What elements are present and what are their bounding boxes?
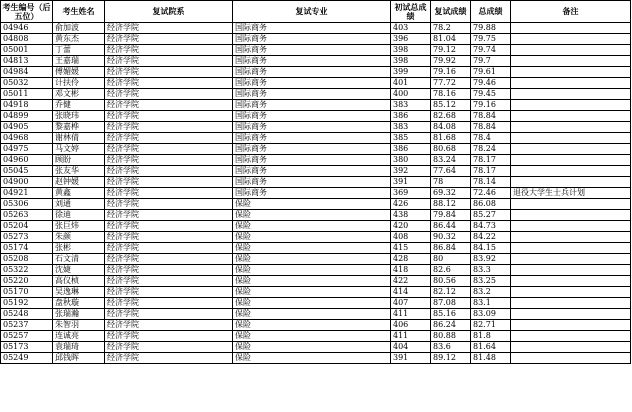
cell-remarks <box>511 210 631 221</box>
cell-department: 经济学院 <box>105 166 233 177</box>
cell-total-score: 78.84 <box>471 122 511 133</box>
cell-total-score: 79.45 <box>471 89 511 100</box>
cell-retest-score: 79.84 <box>431 210 471 221</box>
table-row <box>1 144 631 155</box>
cell-name: 俞加波 <box>53 23 105 34</box>
cell-remarks <box>511 298 631 309</box>
table-row <box>1 320 631 331</box>
table-row <box>1 342 631 353</box>
cell-remarks <box>511 254 631 265</box>
cell-retest-score: 80.68 <box>431 144 471 155</box>
cell-remarks <box>511 221 631 232</box>
cell-department: 经济学院 <box>105 67 233 78</box>
cell-name: 徐迪 <box>53 210 105 221</box>
cell-department: 经济学院 <box>105 353 233 364</box>
header-row <box>1 1 631 23</box>
cell-initial-score: 420 <box>391 221 431 232</box>
cell-name: 连诚亮 <box>53 331 105 342</box>
table-row <box>1 199 631 210</box>
header-initial-score: 初试总成绩 <box>391 1 431 23</box>
cell-candidate-id: 05001 <box>1 45 53 56</box>
cell-remarks <box>511 23 631 34</box>
table-row <box>1 100 631 111</box>
cell-remarks <box>511 331 631 342</box>
cell-total-score: 84.15 <box>471 243 511 254</box>
table-row <box>1 166 631 177</box>
cell-remarks <box>511 100 631 111</box>
cell-name: 马文婷 <box>53 144 105 155</box>
cell-candidate-id: 05273 <box>1 232 53 243</box>
cell-retest-score: 81.04 <box>431 34 471 45</box>
header-retest-score: 复试成绩 <box>431 1 471 23</box>
cell-total-score: 83.25 <box>471 276 511 287</box>
cell-candidate-id: 04960 <box>1 155 53 166</box>
cell-candidate-id: 04899 <box>1 111 53 122</box>
cell-initial-score: 392 <box>391 166 431 177</box>
cell-candidate-id: 05249 <box>1 353 53 364</box>
cell-major: 国际商务 <box>233 34 391 45</box>
cell-remarks <box>511 287 631 298</box>
table-row <box>1 67 631 78</box>
table-row <box>1 232 631 243</box>
cell-name: 石文清 <box>53 254 105 265</box>
cell-candidate-id: 04808 <box>1 34 53 45</box>
cell-major: 国际商务 <box>233 166 391 177</box>
cell-total-score: 82.71 <box>471 320 511 331</box>
cell-department: 经济学院 <box>105 177 233 188</box>
cell-retest-score: 88.12 <box>431 199 471 210</box>
cell-name: 乔健 <box>53 100 105 111</box>
table-row <box>1 177 631 188</box>
cell-total-score: 83.92 <box>471 254 511 265</box>
cell-major: 保险 <box>233 232 391 243</box>
cell-total-score: 79.46 <box>471 78 511 89</box>
cell-retest-score: 82.6 <box>431 265 471 276</box>
cell-total-score: 79.16 <box>471 100 511 111</box>
cell-initial-score: 369 <box>391 188 431 199</box>
header-candidate-id: 考生编号（后五位） <box>2 1 51 21</box>
table-row <box>1 56 631 67</box>
cell-total-score: 79.75 <box>471 34 511 45</box>
table-row <box>1 89 631 100</box>
cell-department: 经济学院 <box>105 34 233 45</box>
cell-remarks <box>511 155 631 166</box>
cell-major: 保险 <box>233 221 391 232</box>
cell-major: 国际商务 <box>233 78 391 89</box>
cell-major: 保险 <box>233 243 391 254</box>
cell-name: 谢林倩 <box>53 133 105 144</box>
cell-remarks <box>511 56 631 67</box>
cell-retest-score: 85.12 <box>431 100 471 111</box>
cell-name: 盘秋璇 <box>53 298 105 309</box>
cell-total-score: 83.1 <box>471 298 511 309</box>
cell-initial-score: 404 <box>391 342 431 353</box>
cell-retest-score: 86.24 <box>431 320 471 331</box>
cell-total-score: 78.24 <box>471 144 511 155</box>
cell-total-score: 78.84 <box>471 111 511 122</box>
cell-major: 国际商务 <box>233 155 391 166</box>
cell-initial-score: 383 <box>391 122 431 133</box>
cell-remarks <box>511 320 631 331</box>
cell-retest-score: 86.44 <box>431 221 471 232</box>
cell-name: 傅媚媛 <box>53 67 105 78</box>
cell-retest-score: 89.12 <box>431 353 471 364</box>
cell-major: 保险 <box>233 199 391 210</box>
cell-retest-score: 69.32 <box>431 188 471 199</box>
cell-initial-score: 422 <box>391 276 431 287</box>
cell-candidate-id: 04921 <box>1 188 53 199</box>
cell-remarks <box>511 309 631 320</box>
table-row <box>1 309 631 320</box>
cell-major: 国际商务 <box>233 133 391 144</box>
cell-department: 经济学院 <box>105 309 233 320</box>
cell-initial-score: 414 <box>391 287 431 298</box>
table-row <box>1 133 631 144</box>
cell-name: 黄东杰 <box>53 34 105 45</box>
cell-remarks <box>511 122 631 133</box>
cell-department: 经济学院 <box>105 45 233 56</box>
cell-name: 高仪桢 <box>53 276 105 287</box>
cell-remarks <box>511 144 631 155</box>
cell-candidate-id: 04984 <box>1 67 53 78</box>
cell-department: 经济学院 <box>105 78 233 89</box>
cell-retest-score: 80.56 <box>431 276 471 287</box>
table-row <box>1 45 631 56</box>
table-row <box>1 122 631 133</box>
cell-remarks <box>511 243 631 254</box>
cell-remarks <box>511 111 631 122</box>
cell-retest-score: 82.68 <box>431 111 471 122</box>
cell-name: 张友华 <box>53 166 105 177</box>
cell-total-score: 81.48 <box>471 353 511 364</box>
cell-major: 国际商务 <box>233 89 391 100</box>
cell-candidate-id: 05192 <box>1 298 53 309</box>
cell-retest-score: 79.16 <box>431 67 471 78</box>
cell-name: 赵钟媛 <box>53 177 105 188</box>
cell-candidate-id: 04946 <box>1 23 53 34</box>
cell-initial-score: 415 <box>391 243 431 254</box>
cell-remarks <box>511 89 631 100</box>
cell-retest-score: 78.16 <box>431 89 471 100</box>
cell-retest-score: 77.72 <box>431 78 471 89</box>
cell-name: 朱颜 <box>53 232 105 243</box>
cell-initial-score: 401 <box>391 78 431 89</box>
cell-department: 经济学院 <box>105 254 233 265</box>
cell-initial-score: 407 <box>391 298 431 309</box>
table-row <box>1 276 631 287</box>
cell-remarks <box>511 34 631 45</box>
cell-candidate-id: 05173 <box>1 342 53 353</box>
cell-total-score: 86.08 <box>471 199 511 210</box>
cell-total-score: 78.17 <box>471 166 511 177</box>
cell-remarks <box>511 177 631 188</box>
cell-major: 国际商务 <box>233 56 391 67</box>
cell-initial-score: 391 <box>391 353 431 364</box>
cell-initial-score: 398 <box>391 45 431 56</box>
cell-department: 经济学院 <box>105 320 233 331</box>
cell-retest-score: 77.64 <box>431 166 471 177</box>
cell-remarks <box>511 342 631 353</box>
cell-major: 保险 <box>233 309 391 320</box>
cell-candidate-id: 05248 <box>1 309 53 320</box>
cell-remarks <box>511 78 631 89</box>
cell-retest-score: 87.08 <box>431 298 471 309</box>
cell-total-score: 79.7 <box>471 56 511 67</box>
header-major: 复试专业 <box>233 1 391 23</box>
cell-department: 经济学院 <box>105 232 233 243</box>
cell-initial-score: 408 <box>391 232 431 243</box>
cell-candidate-id: 05204 <box>1 221 53 232</box>
cell-department: 经济学院 <box>105 331 233 342</box>
cell-total-score: 84.22 <box>471 232 511 243</box>
cell-initial-score: 406 <box>391 320 431 331</box>
cell-retest-score: 86.84 <box>431 243 471 254</box>
cell-name: 刘通 <box>53 199 105 210</box>
header-remarks: 备注 <box>511 1 631 23</box>
cell-department: 经济学院 <box>105 221 233 232</box>
cell-total-score: 79.74 <box>471 45 511 56</box>
cell-initial-score: 398 <box>391 56 431 67</box>
cell-initial-score: 438 <box>391 210 431 221</box>
table-row <box>1 287 631 298</box>
cell-candidate-id: 04900 <box>1 177 53 188</box>
cell-total-score: 78.14 <box>471 177 511 188</box>
cell-initial-score: 403 <box>391 23 431 34</box>
cell-department: 经济学院 <box>105 342 233 353</box>
cell-initial-score: 400 <box>391 89 431 100</box>
cell-department: 经济学院 <box>105 100 233 111</box>
cell-major: 国际商务 <box>233 67 391 78</box>
cell-retest-score: 80 <box>431 254 471 265</box>
cell-candidate-id: 04905 <box>1 122 53 133</box>
cell-major: 国际商务 <box>233 111 391 122</box>
cell-remarks <box>511 265 631 276</box>
cell-retest-score: 81.68 <box>431 133 471 144</box>
cell-remarks <box>511 232 631 243</box>
cell-department: 经济学院 <box>105 276 233 287</box>
cell-candidate-id: 05306 <box>1 199 53 210</box>
table-row <box>1 221 631 232</box>
cell-department: 经济学院 <box>105 23 233 34</box>
cell-retest-score: 78.2 <box>431 23 471 34</box>
cell-major: 保险 <box>233 320 391 331</box>
cell-candidate-id: 04968 <box>1 133 53 144</box>
cell-remarks <box>511 199 631 210</box>
cell-remarks <box>511 133 631 144</box>
cell-major: 保险 <box>233 265 391 276</box>
cell-department: 经济学院 <box>105 89 233 100</box>
table-row <box>1 111 631 122</box>
cell-total-score: 83.2 <box>471 287 511 298</box>
cell-candidate-id: 04813 <box>1 56 53 67</box>
cell-major: 保险 <box>233 254 391 265</box>
cell-department: 经济学院 <box>105 111 233 122</box>
table-row <box>1 34 631 45</box>
cell-total-score: 79.61 <box>471 67 511 78</box>
cell-name: 张晓玮 <box>53 111 105 122</box>
cell-major: 保险 <box>233 298 391 309</box>
cell-initial-score: 426 <box>391 199 431 210</box>
cell-department: 经济学院 <box>105 155 233 166</box>
cell-initial-score: 399 <box>391 67 431 78</box>
cell-retest-score: 79.92 <box>431 56 471 67</box>
cell-total-score: 78.4 <box>471 133 511 144</box>
table-row <box>1 243 631 254</box>
cell-major: 保险 <box>233 353 391 364</box>
cell-major: 国际商务 <box>233 45 391 56</box>
cell-name: 丁蕾 <box>53 45 105 56</box>
table-row <box>1 254 631 265</box>
table-row <box>1 188 631 199</box>
cell-candidate-id: 05263 <box>1 210 53 221</box>
cell-major: 保险 <box>233 276 391 287</box>
cell-department: 经济学院 <box>105 188 233 199</box>
cell-total-score: 84.73 <box>471 221 511 232</box>
cell-initial-score: 418 <box>391 265 431 276</box>
cell-retest-score: 79.12 <box>431 45 471 56</box>
table-row <box>1 210 631 221</box>
cell-remarks <box>511 45 631 56</box>
cell-name: 吴逸琳 <box>53 287 105 298</box>
cell-total-score: 79.88 <box>471 23 511 34</box>
cell-initial-score: 383 <box>391 100 431 111</box>
table-row <box>1 331 631 342</box>
cell-total-score: 72.46 <box>471 188 511 199</box>
cell-name: 顾盼 <box>53 155 105 166</box>
cell-name: 邱钱晖 <box>53 353 105 364</box>
cell-major: 国际商务 <box>233 23 391 34</box>
cell-department: 经济学院 <box>105 287 233 298</box>
cell-remarks <box>511 67 631 78</box>
cell-retest-score: 80.88 <box>431 331 471 342</box>
cell-initial-score: 411 <box>391 331 431 342</box>
header-department: 复试院系 <box>105 1 233 23</box>
cell-remarks: 退役大学生士兵计划 <box>511 188 631 199</box>
cell-name: 邓文彬 <box>53 89 105 100</box>
cell-candidate-id: 05257 <box>1 331 53 342</box>
cell-candidate-id: 05208 <box>1 254 53 265</box>
cell-candidate-id: 05220 <box>1 276 53 287</box>
cell-name: 黎嘉桦 <box>53 122 105 133</box>
cell-candidate-id: 05174 <box>1 243 53 254</box>
cell-department: 经济学院 <box>105 243 233 254</box>
cell-department: 经济学院 <box>105 122 233 133</box>
table-row <box>1 78 631 89</box>
cell-major: 国际商务 <box>233 144 391 155</box>
cell-name: 朱智羽 <box>53 320 105 331</box>
cell-name: 计扶伶 <box>53 78 105 89</box>
cell-name: 沈婕 <box>53 265 105 276</box>
cell-total-score: 81.64 <box>471 342 511 353</box>
cell-name: 张彬 <box>53 243 105 254</box>
cell-total-score: 83.09 <box>471 309 511 320</box>
cell-major: 保险 <box>233 287 391 298</box>
table-row <box>1 23 631 34</box>
cell-major: 国际商务 <box>233 177 391 188</box>
cell-remarks <box>511 166 631 177</box>
cell-total-score: 85.27 <box>471 210 511 221</box>
cell-candidate-id: 05170 <box>1 287 53 298</box>
cell-name: 张瑞瀚 <box>53 309 105 320</box>
cell-department: 经济学院 <box>105 210 233 221</box>
cell-department: 经济学院 <box>105 56 233 67</box>
cell-department: 经济学院 <box>105 199 233 210</box>
cell-candidate-id: 05032 <box>1 78 53 89</box>
cell-initial-score: 386 <box>391 111 431 122</box>
cell-remarks <box>511 353 631 364</box>
cell-initial-score: 386 <box>391 144 431 155</box>
table-body <box>1 23 631 364</box>
cell-total-score: 83.3 <box>471 265 511 276</box>
cell-candidate-id: 04918 <box>1 100 53 111</box>
cell-candidate-id: 05011 <box>1 89 53 100</box>
cell-department: 经济学院 <box>105 133 233 144</box>
cell-retest-score: 90.32 <box>431 232 471 243</box>
cell-total-score: 81.8 <box>471 331 511 342</box>
table-row <box>1 298 631 309</box>
cell-department: 经济学院 <box>105 265 233 276</box>
cell-initial-score: 411 <box>391 309 431 320</box>
cell-major: 保险 <box>233 331 391 342</box>
cell-department: 经济学院 <box>105 298 233 309</box>
cell-total-score: 78.17 <box>471 155 511 166</box>
cell-retest-score: 83.6 <box>431 342 471 353</box>
cell-candidate-id: 05237 <box>1 320 53 331</box>
cell-department: 经济学院 <box>105 144 233 155</box>
cell-initial-score: 428 <box>391 254 431 265</box>
cell-major: 保险 <box>233 210 391 221</box>
cell-remarks <box>511 276 631 287</box>
table-row <box>1 155 631 166</box>
cell-initial-score: 396 <box>391 34 431 45</box>
header-total-score: 总成绩 <box>471 1 511 23</box>
cell-major: 国际商务 <box>233 100 391 111</box>
cell-candidate-id: 05322 <box>1 265 53 276</box>
table-row <box>1 265 631 276</box>
cell-major: 国际商务 <box>233 122 391 133</box>
cell-candidate-id: 05045 <box>1 166 53 177</box>
cell-name: 黄鑫 <box>53 188 105 199</box>
cell-initial-score: 380 <box>391 155 431 166</box>
cell-initial-score: 391 <box>391 177 431 188</box>
cell-name: 袁瑞琦 <box>53 342 105 353</box>
cell-retest-score: 85.16 <box>431 309 471 320</box>
cell-retest-score: 82.12 <box>431 287 471 298</box>
cell-name: 王嘉瑞 <box>53 56 105 67</box>
table-row <box>1 353 631 364</box>
cell-major: 国际商务 <box>233 188 391 199</box>
cell-name: 张巨炜 <box>53 221 105 232</box>
cell-retest-score: 78 <box>431 177 471 188</box>
cell-retest-score: 84.08 <box>431 122 471 133</box>
cell-retest-score: 83.24 <box>431 155 471 166</box>
cell-candidate-id: 04975 <box>1 144 53 155</box>
header-name: 考生姓名 <box>53 1 105 23</box>
cell-major: 保险 <box>233 342 391 353</box>
cell-initial-score: 385 <box>391 133 431 144</box>
